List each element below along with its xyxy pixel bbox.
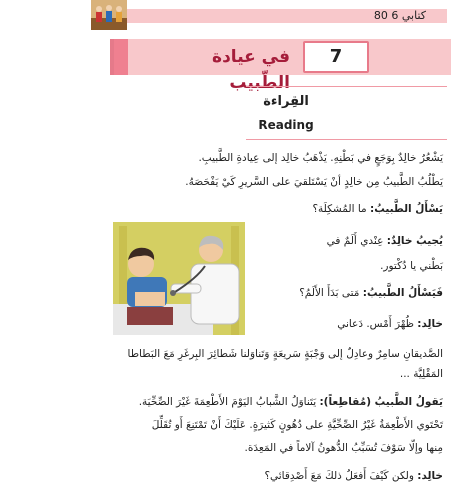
divider-top xyxy=(246,86,447,87)
text-line: يَشْعُرُ خالِدٌ بِوَجَعٍ في بَطْنِهِ. يَذْهَبُ خالِد إلى عِيادةِ الطَّبيبِ. xyxy=(198,152,443,164)
speaker-label: خالِد: xyxy=(417,470,443,482)
dialogue-line xyxy=(299,285,443,301)
page-label: 80 كتابي 6 xyxy=(373,9,426,22)
text-line: مِنها وإلّا سَوْفَ تُسَبِّبُ الدُّهونُ آلاماً في المَعِدَة. xyxy=(244,442,443,454)
speaker-label: فَيَسْأَلُ الطَّبيبُ: xyxy=(362,287,443,299)
speech-text: ظُهْرَ أَمْس. دَعاني xyxy=(337,318,414,330)
divider-bottom xyxy=(246,139,447,140)
dialogue-line xyxy=(139,394,443,410)
lesson-title: في عيادة الطّبيب xyxy=(212,47,290,93)
header-photo xyxy=(91,0,127,30)
section-title-ar: القِراءة xyxy=(263,94,309,109)
text-line: الصَّديقانِ سامِرٌ وعادِلٌ إلى وَجْبَةٍ سَريعَةٍ وَتَناوَلنا شَطائِرَ البِرغَرِ مَعَ البَطاطا xyxy=(127,348,443,360)
speaker-label: يَقولُ الطَّبيبُ (مُقاطِعاً): xyxy=(319,396,443,408)
speech-text: يَتَناوَلُ الشَّبابُ اليَوْمَ الأَطْعِمَةَ غَيْرَ الصِّحِّيَة. xyxy=(138,396,317,408)
dialogue-line xyxy=(327,233,443,249)
dialogue-line xyxy=(264,468,443,484)
text-line: المَقْلِيَّة ... xyxy=(399,368,443,380)
text-line: يَطْلُبُ الطَّبيبُ مِن خالِدٍ أنْ يَسْتَلقيَ على السَّريرِ كَيْ يَفْحَصَهُ. xyxy=(185,176,443,188)
speaker-label: يَسْأَلُ الطَّبيبُ: xyxy=(370,203,443,215)
speaker-label: يُجيبُ خالِدٌ: xyxy=(386,235,443,247)
text-line: تَحْتَوي الأَطْعِمَةُ غَيْرُ الصِّحِّيَّةِ على دُهُونٍ كَثيرَةٍ. عَلَيْكَ أَنْ تَمْتَنِعَ أَو تُقَلِّلَ xyxy=(151,419,443,431)
speaker-label: خالِد: xyxy=(417,318,443,330)
speech-text: عِنْدي أَلَمٌ في xyxy=(326,235,384,247)
speech-text: ما المُشكِلَة؟ xyxy=(312,203,367,215)
lesson-number: 7 xyxy=(303,41,369,73)
speech-text: بَطْني يا دُكْتور. xyxy=(380,260,443,272)
speech-text: مَتى بَدَأَ الأَلَمُ؟ xyxy=(299,287,360,299)
dialogue-line xyxy=(337,316,443,332)
dialogue-line xyxy=(312,201,443,217)
doctor-patient-illustration xyxy=(113,222,245,335)
speech-text: ولكن كَيْفَ أَفعَلُ ذلكَ مَعَ أَصْدِقائي؟ xyxy=(264,470,414,482)
section-title-en: Reading xyxy=(258,118,314,132)
